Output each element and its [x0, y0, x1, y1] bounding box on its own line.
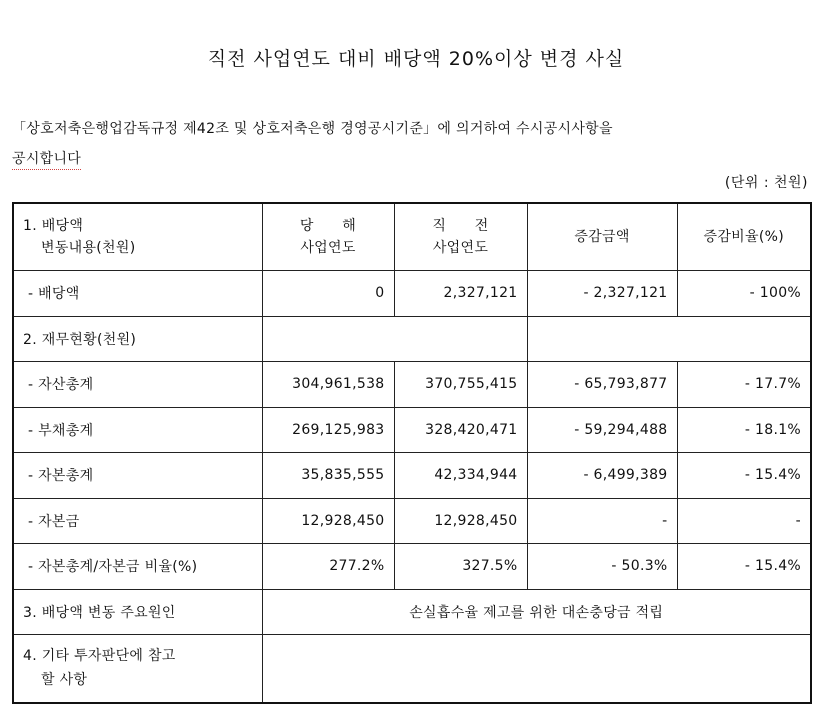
capital-change-amount: - [527, 498, 677, 543]
section3-label: 3. 배당액 변동 주요원인 [13, 589, 262, 634]
section4-value [262, 634, 811, 703]
liabilities-label: - 부채총계 [13, 407, 262, 452]
section2-label: 2. 재무현황(천원) [13, 316, 262, 361]
dividend-change-amount: - 2,327,121 [527, 270, 677, 316]
header-previous-line2: 사업연도 [432, 239, 489, 256]
header-current-line2: 사업연도 [300, 239, 356, 256]
dividend-report-table [12, 202, 812, 704]
equity-capital-ratio-change-ratio: - 15.4% [677, 543, 811, 589]
table-row [13, 543, 811, 589]
capital-previous: 12,928,450 [394, 498, 527, 543]
equity-current: 35,835,555 [262, 452, 394, 498]
dividend-row [13, 270, 811, 316]
header-previous-line1: 직 전 [432, 217, 489, 234]
liabilities-change-ratio: - 18.1% [677, 407, 811, 452]
section4-label [13, 634, 262, 703]
capital-current: 12,928,450 [262, 498, 394, 543]
page-title: 직전 사업연도 대비 배당액 20%이상 변경 사실 [207, 48, 625, 70]
unit-label: (단위 : 천원) [724, 175, 808, 191]
header-current-line1: 당 해 [299, 217, 357, 234]
equity-change-amount: - 6,499,389 [527, 452, 677, 498]
equity-label: - 자본총계 [13, 452, 262, 498]
table-row [13, 498, 811, 543]
section3-value: 손실흡수율 제고를 위한 대손충당금 적립 [262, 589, 811, 634]
liabilities-previous: 328,420,471 [394, 407, 527, 452]
liabilities-change-amount: - 59,294,488 [527, 407, 677, 452]
equity-capital-ratio-label: - 자본총계/자본금 비율(%) [13, 543, 262, 589]
header-current-year [262, 203, 394, 270]
section2-blank-left [262, 316, 527, 361]
capital-change-ratio: - [677, 498, 811, 543]
table-row [13, 452, 811, 498]
table-row [13, 407, 811, 452]
dividend-previous: 2,327,121 [394, 270, 527, 316]
header-previous-year [394, 203, 527, 270]
assets-current: 304,961,538 [262, 361, 394, 407]
dividend-label: - 배당액 [13, 270, 262, 316]
equity-change-ratio: - 15.4% [677, 452, 811, 498]
header-change-amount: 증감금액 [527, 203, 677, 270]
header-row [13, 203, 811, 270]
intro-line-1: 「상호저축은행업감독규정 제42조 및 상호저축은행 경영공시기준」에 의거하여 수시공시사항을 [12, 121, 613, 137]
section2-blank-right [527, 316, 811, 361]
assets-change-amount: - 65,793,877 [527, 361, 677, 407]
header-change-ratio: 증감비율(%) [677, 203, 811, 270]
liabilities-current: 269,125,983 [262, 407, 394, 452]
capital-label: - 자본금 [13, 498, 262, 543]
section4-row [13, 634, 811, 703]
section2-header-row [13, 316, 811, 361]
assets-label: - 자산총계 [13, 361, 262, 407]
section4-label-line1: 4. 기타 투자판단에 참고 [23, 648, 176, 665]
header-item-line2: 변동내용(천원) [41, 239, 136, 256]
dividend-change-ratio: - 100% [677, 270, 811, 316]
section4-label-line2: 할 사항 [41, 672, 88, 689]
section3-row [13, 589, 811, 634]
assets-previous: 370,755,415 [394, 361, 527, 407]
table-row [13, 361, 811, 407]
equity-capital-ratio-change-amount: - 50.3% [527, 543, 677, 589]
intro-text [12, 114, 812, 174]
header-item-line1: 1. 배당액 [23, 217, 84, 234]
equity-previous: 42,334,944 [394, 452, 527, 498]
equity-capital-ratio-previous: 327.5% [394, 543, 527, 589]
intro-line-2: 공시합니다 [12, 149, 81, 170]
header-item [13, 203, 262, 270]
dividend-current: 0 [262, 270, 394, 316]
equity-capital-ratio-current: 277.2% [262, 543, 394, 589]
assets-change-ratio: - 17.7% [677, 361, 811, 407]
